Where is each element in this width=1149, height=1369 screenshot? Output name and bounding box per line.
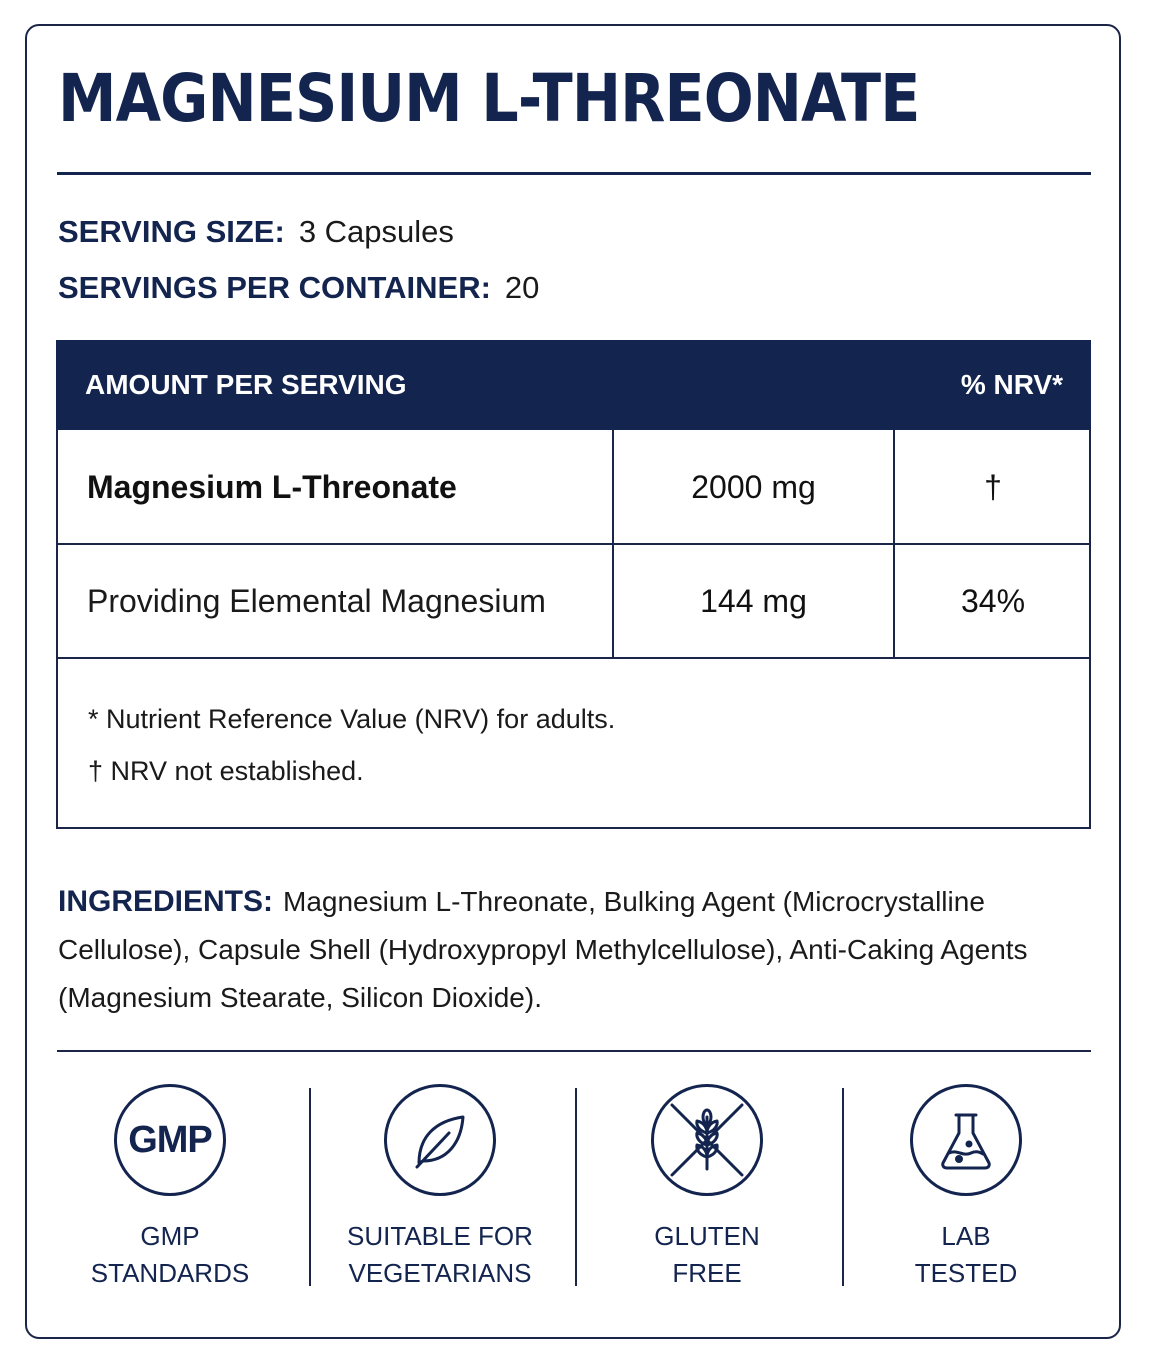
footnote-dagger: † NRV not established. xyxy=(88,756,364,786)
badge-lab-tested-line1: LAB xyxy=(941,1221,991,1251)
badges-divider xyxy=(57,1050,1091,1052)
badge-lab-tested-line2: TESTED xyxy=(914,1258,1018,1288)
row-1-amount: 2000 mg xyxy=(691,469,816,505)
servings-per-container-label: SERVINGS PER CONTAINER: xyxy=(58,270,491,305)
gmp-icon: GMP xyxy=(114,1084,226,1196)
row-1-nrv: † xyxy=(984,469,1002,505)
badge-vegetarian-line1: SUITABLE FOR xyxy=(347,1221,533,1251)
title-divider xyxy=(57,172,1091,175)
servings-per-container-row xyxy=(58,272,539,303)
serving-size-value: 3 Capsules xyxy=(298,214,454,249)
header-nrv: % NRV* xyxy=(960,369,1063,400)
serving-size-label: SERVING SIZE: xyxy=(58,214,285,249)
row-divider xyxy=(58,543,1089,545)
row-2-amount: 144 mg xyxy=(700,583,807,619)
flask-icon xyxy=(910,1084,1022,1196)
badge-divider xyxy=(575,1088,577,1286)
ingredients-section xyxy=(58,878,1058,1022)
badge-gmp-line2: STANDARDS xyxy=(90,1258,250,1288)
badge-gluten-free-line2: FREE xyxy=(672,1258,742,1288)
badge-gmp xyxy=(60,1084,280,1292)
row-2-name: Providing Elemental Magnesium xyxy=(87,583,546,619)
badge-gluten-free xyxy=(597,1084,817,1292)
badge-lab-tested xyxy=(856,1084,1076,1292)
product-title: MAGNESIUM L-THREONATE xyxy=(58,60,920,137)
leaf-icon xyxy=(384,1084,496,1196)
row-1-name: Magnesium L-Threonate xyxy=(87,469,457,505)
badge-divider xyxy=(309,1088,311,1286)
row-2-nrv: 34% xyxy=(960,583,1026,619)
row-divider xyxy=(58,657,1089,659)
badge-vegetarian xyxy=(330,1084,550,1292)
badge-gmp-line1: GMP xyxy=(140,1221,200,1251)
badge-vegetarian-line2: VEGETARIANS xyxy=(348,1258,532,1288)
footnote-nrv: * Nutrient Reference Value (NRV) for adults. xyxy=(88,704,616,734)
serving-size-row xyxy=(58,216,454,247)
ingredients-label: INGREDIENTS: xyxy=(58,885,274,918)
crossed-wheat-icon xyxy=(651,1084,763,1196)
ingredients-text: Magnesium L-Threonate, Bulking Agent (Microcrystalline Cellulose), Capsule Shell (Hydroxypropyl Methylcellulose), Anti-Caking Agents (Magnesium Stearate, Silicon Dioxide). xyxy=(58,886,1028,1013)
nutrition-table xyxy=(56,430,1091,829)
badge-gluten-free-line1: GLUTEN xyxy=(654,1221,760,1251)
badge-divider xyxy=(842,1088,844,1286)
servings-per-container-value: 20 xyxy=(504,270,540,305)
table-header xyxy=(56,340,1091,430)
header-amount-per-serving: AMOUNT PER SERVING xyxy=(85,369,407,400)
